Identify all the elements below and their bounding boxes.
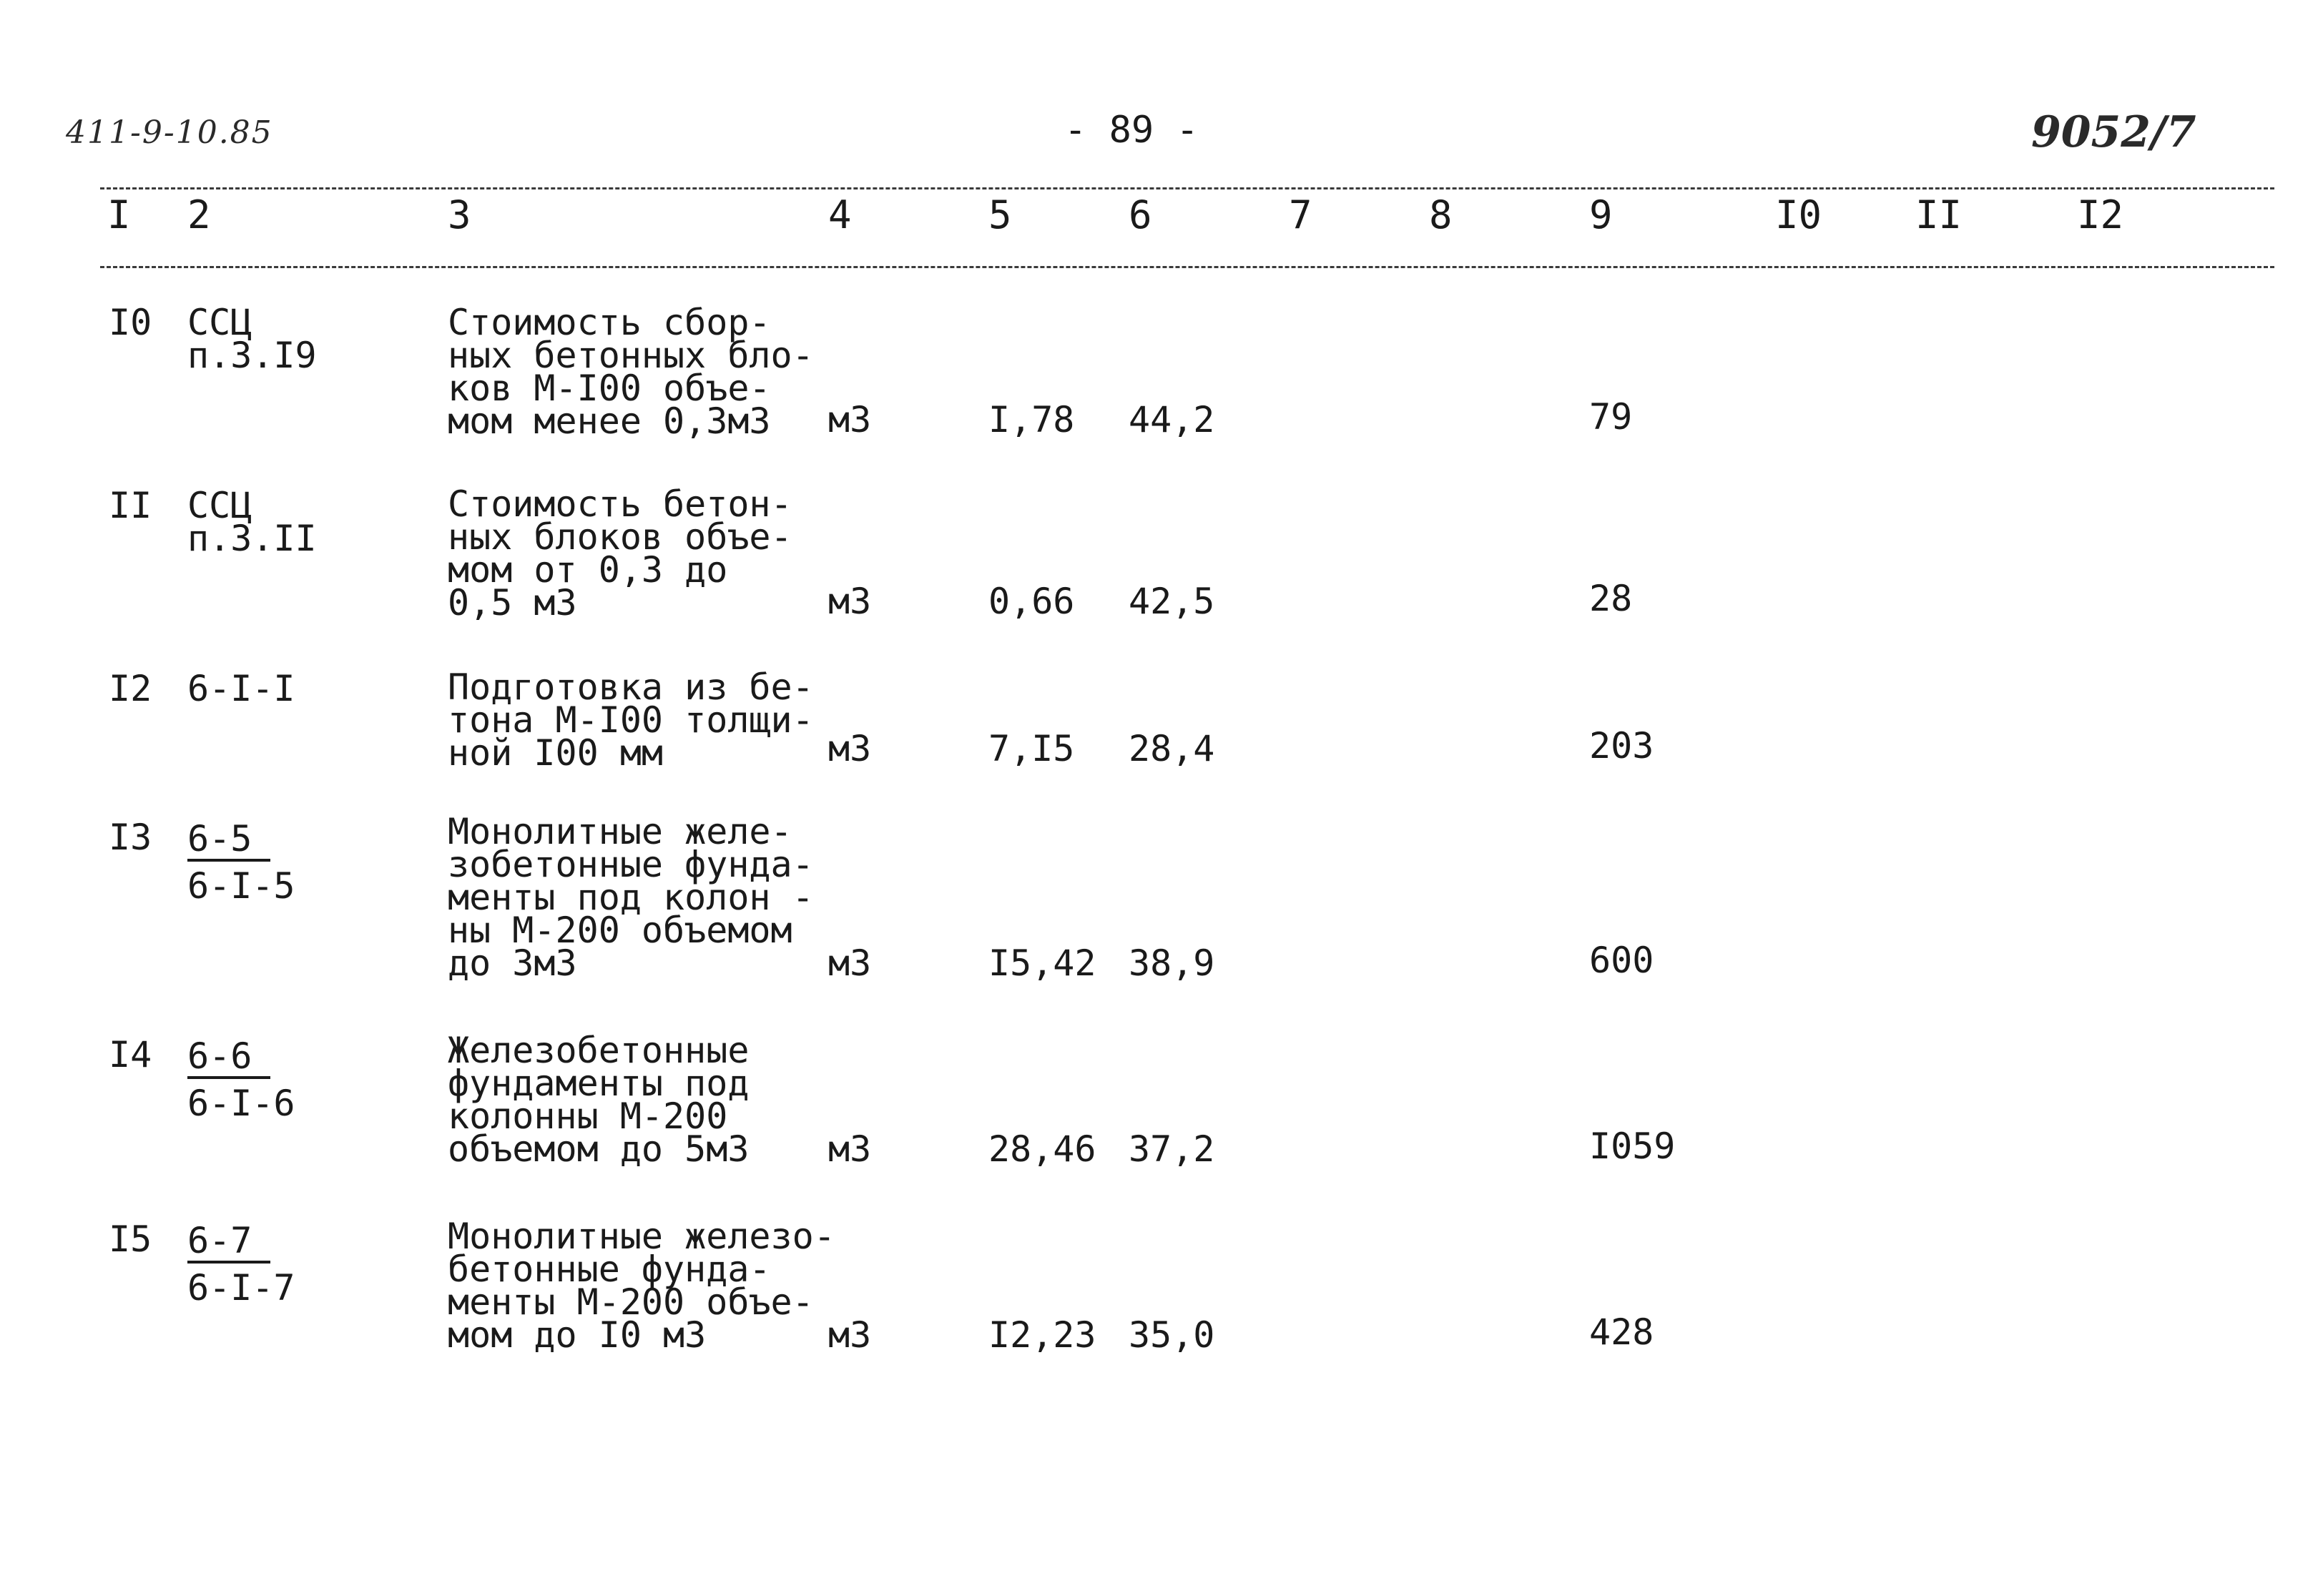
column-header-6: 6 <box>1129 192 1152 237</box>
row-total: 203 <box>1589 725 1654 767</box>
row-unit-price: 35,0 <box>1129 1314 1215 1356</box>
row-unit-price: 28,4 <box>1129 728 1215 769</box>
row-description: Монолитные желе- зобетонные фунда- менты под колон - ны М-200 объемом до 3м3 <box>448 811 814 984</box>
row-code-fraction <box>187 815 295 910</box>
row-code-denominator: 6-I-6 <box>187 1083 295 1124</box>
column-header-3: 3 <box>448 192 471 237</box>
row-code-numerator: 6-7 <box>187 1221 270 1264</box>
row-code-numerator: 6-5 <box>187 819 270 862</box>
row-total: 28 <box>1589 578 1633 619</box>
row-unit: м3 <box>828 399 872 440</box>
row-code-line: ССЦ <box>187 485 252 526</box>
row-total: 600 <box>1589 940 1654 981</box>
column-header-8: 8 <box>1429 192 1453 237</box>
row-unit: м3 <box>828 942 872 984</box>
row-quantity: I5,42 <box>988 942 1096 984</box>
row-code-line: п.3.I9 <box>187 335 317 376</box>
row-code-line: п.3.II <box>187 518 317 559</box>
column-header-11: II <box>1915 192 1963 237</box>
header-bottom-rule <box>100 266 2274 268</box>
header-top-rule <box>100 187 2274 189</box>
row-description: Стоимость бетон- ных блоков объе- мом от 0,3 до 0,5 м3 <box>448 483 792 624</box>
row-unit-price: 44,2 <box>1129 399 1215 440</box>
row-unit-price: 37,2 <box>1129 1128 1215 1170</box>
row-description: Монолитные железо- бетонные фунда- менты М-200 объе- мом до I0 м3 <box>448 1216 835 1356</box>
row-number: I0 <box>109 302 152 343</box>
row-unit: м3 <box>828 728 872 769</box>
row-number: I5 <box>109 1218 152 1260</box>
row-quantity: 0,66 <box>988 581 1075 622</box>
row-unit: м3 <box>828 1128 872 1170</box>
sheet-number: 9052/7 <box>2031 107 2196 157</box>
row-number: II <box>109 485 152 526</box>
row-code-denominator: 6-I-5 <box>187 865 295 907</box>
row-code-line: ССЦ <box>187 302 252 343</box>
row-number: I4 <box>109 1034 152 1075</box>
row-description: Железобетонные фундаменты под колонны М-200 объемом до 5м3 <box>448 1030 750 1170</box>
row-unit-price: 38,9 <box>1129 942 1215 984</box>
column-header-4: 4 <box>828 192 852 237</box>
row-code-line: 6-I-I <box>187 668 295 709</box>
page-number: - 89 - <box>1064 109 1199 152</box>
row-code-fraction <box>187 1217 295 1311</box>
row-quantity: I,78 <box>988 399 1075 440</box>
column-header-9: 9 <box>1589 192 1613 237</box>
column-header-2: 2 <box>187 192 211 237</box>
row-total: I059 <box>1589 1125 1676 1167</box>
row-unit: м3 <box>828 581 872 622</box>
column-header-12: I2 <box>2077 192 2124 237</box>
column-header-7: 7 <box>1289 192 1312 237</box>
row-unit-price: 42,5 <box>1129 581 1215 622</box>
row-total: 428 <box>1589 1311 1654 1353</box>
row-quantity: I2,23 <box>988 1314 1096 1356</box>
row-unit: м3 <box>828 1314 872 1356</box>
row-total: 79 <box>1589 396 1633 438</box>
column-header-10: I0 <box>1775 192 1822 237</box>
row-number: I2 <box>109 668 152 709</box>
row-description: Стоимость сбор- ных бетонных бло- ков М-I00 объе- мом менее 0,3м3 <box>448 302 814 442</box>
row-code-numerator: 6-6 <box>187 1036 270 1079</box>
column-header-1: I <box>107 192 131 237</box>
row-description: Подготовка из бе- тона М-I00 толщи- ной I00 мм <box>448 666 814 774</box>
document-code: 411-9-10.85 <box>66 114 273 151</box>
row-number: I3 <box>109 817 152 858</box>
row-code-fraction <box>187 1033 295 1127</box>
row-quantity: 28,46 <box>988 1128 1096 1170</box>
row-quantity: 7,I5 <box>988 728 1075 769</box>
row-code-denominator: 6-I-7 <box>187 1267 295 1309</box>
column-header-5: 5 <box>988 192 1012 237</box>
